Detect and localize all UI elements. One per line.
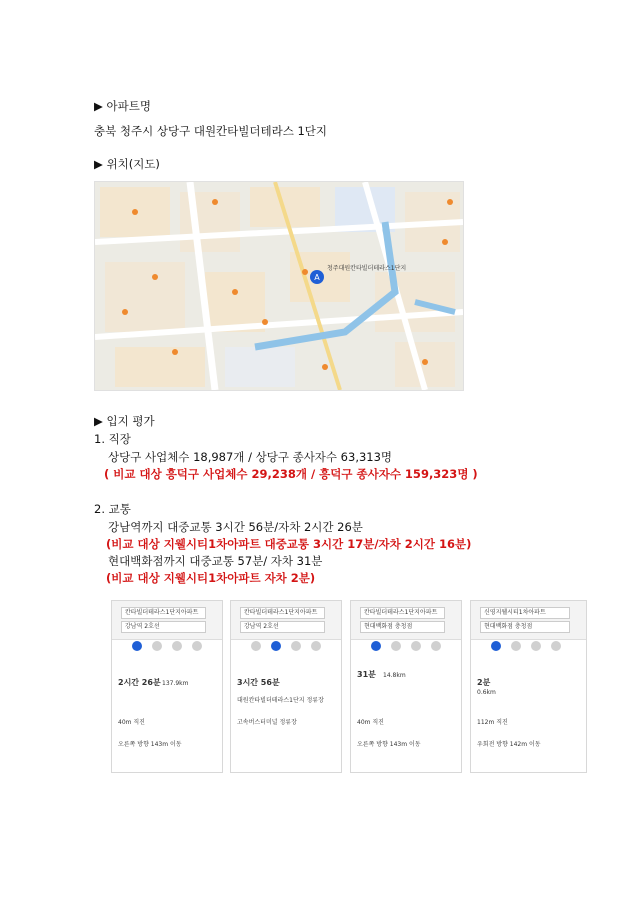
- route-distance: 137.9km: [162, 680, 189, 687]
- map-graphic: [95, 182, 463, 390]
- job-stats: 상당구 사업체수 18,987개 / 상당구 종사자수 63,313명: [108, 450, 393, 464]
- bike-mode-icon[interactable]: [431, 641, 441, 651]
- walk-mode-icon[interactable]: [172, 641, 182, 651]
- apartment-name: 충북 청주시 상당구 대원칸타빌더테라스 1단지: [94, 124, 328, 138]
- bus-mode-icon[interactable]: [152, 641, 162, 651]
- route-to: 강남역 2호선: [244, 623, 279, 630]
- route-from: 칸타빌더테라스1단지아파트: [244, 609, 318, 616]
- route-screen-2: [230, 600, 342, 773]
- map-marker-label: A: [314, 273, 320, 282]
- route-time: 2분: [477, 678, 491, 687]
- route-from: 칸타빌더테라스1단지아파트: [364, 609, 438, 616]
- car-mode-icon[interactable]: [371, 641, 381, 651]
- apartment-section-header: ▶ 아파트명: [94, 99, 151, 113]
- route-to: 현대백화점 충청점: [484, 623, 533, 630]
- bike-mode-icon[interactable]: [192, 641, 202, 651]
- route-step-2: 우회전 방향 142m 이동: [477, 741, 541, 748]
- route-from: 신영지웰시티1차아파트: [484, 609, 546, 616]
- job-title: 1. 직장: [94, 432, 131, 446]
- bike-mode-icon[interactable]: [311, 641, 321, 651]
- route-screen-3: [350, 600, 462, 773]
- route-screen-1: [111, 600, 223, 773]
- route-step-2: 오른쪽 방향 143m 이동: [357, 741, 421, 748]
- map-place-label: 청주대원칸타빌더테라스1단지: [327, 265, 407, 272]
- route-distance: 0.6km: [477, 689, 496, 696]
- route-step-1: 112m 직진: [477, 719, 508, 726]
- traffic-gangnam-comparison: (비교 대상 지웰시티1차아파트 대중교통 3시간 17분/자차 2시간 16분): [106, 537, 472, 551]
- walk-mode-icon[interactable]: [411, 641, 421, 651]
- job-comparison: ( 비교 대상 흥덕구 사업체수 29,238개 / 흥덕구 종사자수 159,323명 ): [104, 467, 478, 481]
- car-mode-icon[interactable]: [132, 641, 142, 651]
- bus-mode-icon[interactable]: [391, 641, 401, 651]
- route-step-1: 40m 직진: [118, 719, 145, 726]
- route-distance: 14.8km: [383, 672, 406, 679]
- car-mode-icon[interactable]: [491, 641, 501, 651]
- route-step-2: 고속버스터미널 정류장: [237, 719, 297, 726]
- route-time: 2시간 26분: [118, 678, 161, 687]
- route-time: 31분: [357, 670, 376, 679]
- walk-mode-icon[interactable]: [531, 641, 541, 651]
- route-step-1: 40m 직진: [357, 719, 384, 726]
- location-map[interactable]: [94, 181, 464, 391]
- route-time: 3시간 56분: [237, 678, 280, 687]
- route-from: 칸타빌더테라스1단지아파트: [125, 609, 199, 616]
- route-to: 현대백화점 충청점: [364, 623, 413, 630]
- car-mode-icon[interactable]: [251, 641, 261, 651]
- traffic-department-store: 현대백화점까지 대중교통 57분/ 자차 31분: [108, 554, 323, 568]
- traffic-title: 2. 교통: [94, 502, 131, 516]
- traffic-department-store-comparison: (비교 대상 지웰시티1차아파트 자차 2분): [106, 571, 316, 585]
- route-step-1: 대원칸타빌더테라스1단지 정류장: [237, 697, 324, 704]
- route-to: 강남역 2호선: [125, 623, 160, 630]
- traffic-gangnam: 강남역까지 대중교통 3시간 56분/자차 2시간 26분: [108, 520, 363, 534]
- bike-mode-icon[interactable]: [551, 641, 561, 651]
- evaluation-section-header: ▶ 입지 평가: [94, 414, 155, 428]
- map-section-header: ▶ 위치(지도): [94, 157, 160, 171]
- route-screen-4: [470, 600, 587, 773]
- walk-mode-icon[interactable]: [291, 641, 301, 651]
- route-step-2: 오른쪽 방향 143m 이동: [118, 741, 182, 748]
- bus-mode-icon[interactable]: [511, 641, 521, 651]
- bus-mode-icon[interactable]: [271, 641, 281, 651]
